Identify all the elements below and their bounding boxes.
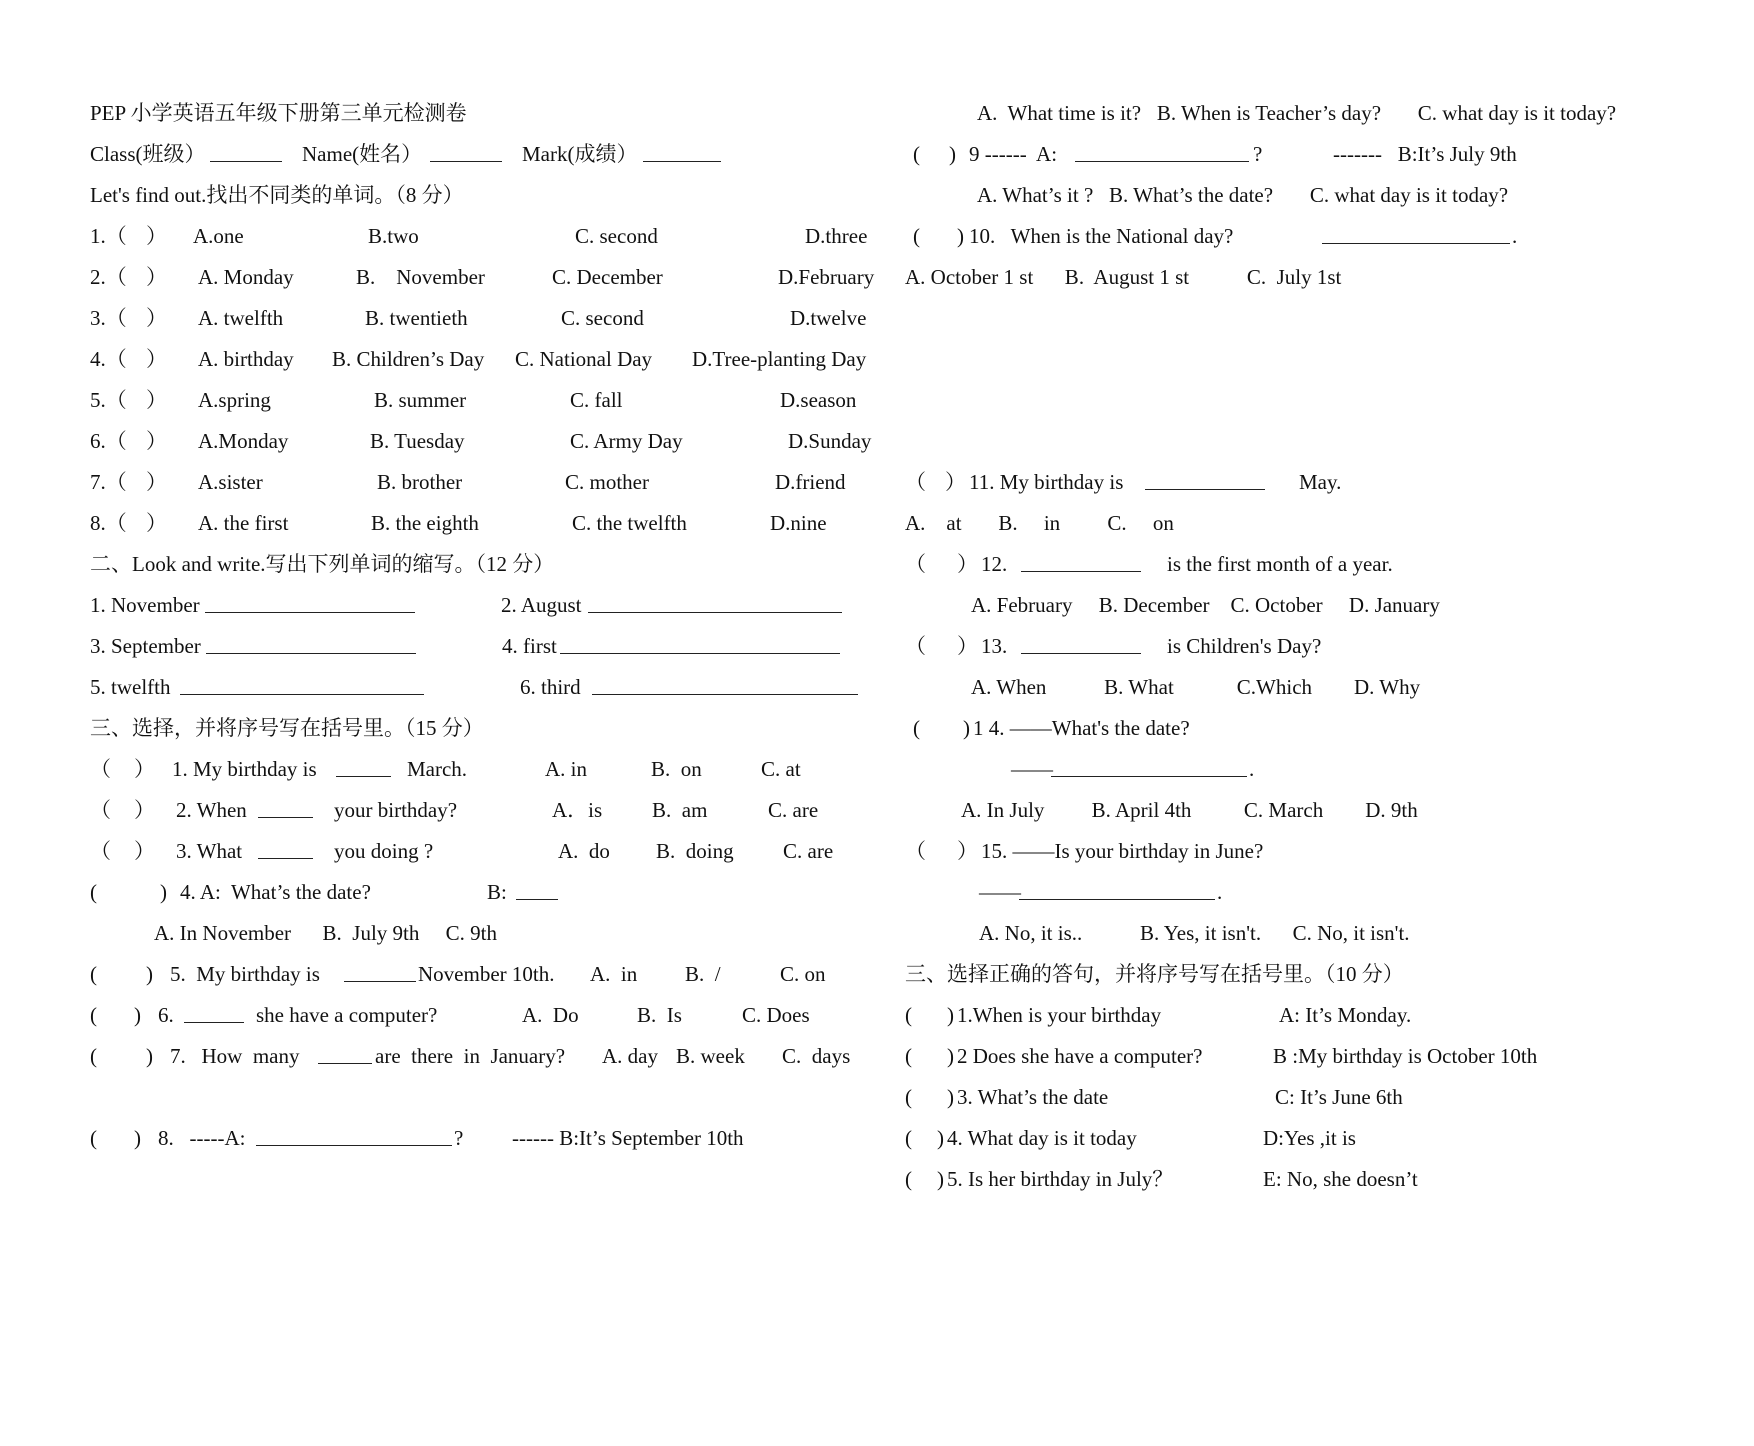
- answer-bracket[interactable]: ）: [146, 265, 167, 289]
- student-info-line: [90, 134, 890, 175]
- answer-bracket[interactable]: ): [947, 1044, 954, 1068]
- question-10: ( ) 10. When is the National day? .: [905, 216, 1745, 257]
- answer-bracket[interactable]: ): [957, 224, 964, 248]
- s4-row-4: ( ) 4. What day is it today D:Yes ,it is: [905, 1118, 1745, 1159]
- write-blank[interactable]: [588, 585, 842, 627]
- s1-question-2: 2.（ ） A. Monday B. November C. December D.February: [90, 257, 890, 298]
- fill-blank[interactable]: [256, 1118, 452, 1160]
- answer-bracket[interactable]: ）: [146, 306, 167, 330]
- fill-blank[interactable]: [336, 749, 391, 791]
- answer-bracket[interactable]: ): [146, 1044, 153, 1068]
- fill-blank[interactable]: [1075, 134, 1249, 176]
- blank-spacer: [905, 380, 1745, 421]
- fill-blank[interactable]: [1145, 462, 1265, 504]
- s2-row-1: 1. November 2. August: [90, 585, 890, 626]
- write-blank[interactable]: [205, 585, 415, 627]
- question-13: （ ） 13. is Children's Day?: [905, 626, 1745, 667]
- answer-bracket[interactable]: ）: [134, 757, 155, 781]
- question-14: ( ) 1 4. ——What's the date?: [905, 708, 1745, 749]
- answer-bracket[interactable]: ): [160, 880, 167, 904]
- left-column: [90, 93, 890, 1159]
- fill-blank[interactable]: [1019, 872, 1215, 914]
- write-blank[interactable]: [206, 626, 416, 668]
- s3-question-5: ( ) 5. My birthday is November 10th. A. in B. / C. on: [90, 954, 890, 995]
- blank-spacer: [905, 339, 1745, 380]
- q13-options: A. When B. What C.Which D. Why: [971, 675, 1421, 699]
- class-field[interactable]: [210, 134, 282, 176]
- question-11: （ ） 11. My birthday is May.: [905, 462, 1745, 503]
- answer-bracket[interactable]: ）: [146, 347, 167, 371]
- mark-field[interactable]: [643, 134, 721, 176]
- s4-row-1: ( ) 1.When is your birthday A: It’s Monday.: [905, 995, 1745, 1036]
- question-15-answer: —— .: [905, 872, 1745, 913]
- blank-spacer: [90, 1077, 890, 1118]
- blank-spacer: [905, 298, 1745, 339]
- answer-bracket[interactable]: ): [146, 962, 153, 986]
- answer-bracket[interactable]: ）: [957, 634, 978, 658]
- s1-question-6: 6.（ ） A.Monday B. Tuesday C. Army Day D.Sunday: [90, 421, 890, 462]
- answer-bracket[interactable]: ): [963, 716, 970, 740]
- fill-blank[interactable]: [344, 954, 416, 996]
- s1-question-3: 3.（ ） A. twelfth B. twentieth C. second D.twelve: [90, 298, 890, 339]
- s2-row-2: 3. September 4. first: [90, 626, 890, 667]
- fill-blank[interactable]: [184, 995, 244, 1037]
- answer-bracket[interactable]: ): [947, 1003, 954, 1027]
- answer-bracket[interactable]: ）: [134, 839, 155, 863]
- answer-bracket[interactable]: ): [134, 1126, 141, 1150]
- fill-blank[interactable]: [516, 872, 558, 914]
- answer-bracket[interactable]: ): [949, 142, 956, 166]
- name-field[interactable]: [430, 134, 502, 176]
- section2-heading: 二、Look and write.写出下列单词的缩写。（12 分）: [90, 552, 555, 576]
- s3-question-4-options: A. In November B. July 9th C. 9th: [154, 921, 497, 945]
- fill-blank[interactable]: [258, 831, 313, 873]
- section1-heading: Let's find out.找出不同类的单词。（8 分）: [90, 183, 464, 207]
- answer-bracket[interactable]: ）: [146, 470, 167, 494]
- q8-options: A. What time is it? B. When is Teacher’s day? C. what day is it today?: [977, 101, 1617, 125]
- s3-question-3: （ ） 3. What you doing ? A. do B. doing C. are: [90, 831, 890, 872]
- s3-question-4: ( ) 4. A: What’s the date? B:: [90, 872, 890, 913]
- question-12: （ ） 12. is the first month of a year.: [905, 544, 1745, 585]
- right-column: [905, 93, 1745, 1200]
- s2-row-3: 5. twelfth 6. third: [90, 667, 890, 708]
- answer-bracket[interactable]: ): [937, 1126, 944, 1150]
- question-14-answer: —— .: [905, 749, 1745, 790]
- s3-question-8: ( ) 8. -----A: ? ------ B:It’s September 10th: [90, 1118, 890, 1159]
- q9-options: A. What’s it ? B. What’s the date? C. what day is it today?: [977, 183, 1509, 207]
- write-blank[interactable]: [180, 667, 424, 709]
- s1-question-4: 4.（ ） A. birthday B. Children’s Day C. National Day D.Tree-planting Day: [90, 339, 890, 380]
- answer-bracket[interactable]: ): [134, 1003, 141, 1027]
- section3-heading: 三、选择，并将序号写在括号里。（15 分）: [90, 716, 484, 740]
- s1-question-5: 5.（ ） A.spring B. summer C. fall D.season: [90, 380, 890, 421]
- q10-options: A. October 1 st B. August 1 st C. July 1st: [905, 265, 1342, 289]
- answer-bracket[interactable]: ）: [146, 224, 167, 248]
- answer-bracket[interactable]: ）: [134, 798, 155, 822]
- s4-row-5: ( ) 5. Is her birthday in July？ E: No, she doesn’t: [905, 1159, 1745, 1200]
- fill-blank[interactable]: [1021, 544, 1141, 586]
- answer-bracket[interactable]: ）: [957, 552, 978, 576]
- answer-bracket[interactable]: ）: [146, 388, 167, 412]
- write-blank[interactable]: [592, 667, 858, 709]
- s4-row-2: ( ) 2 Does she have a computer? B :My birthday is October 10th: [905, 1036, 1745, 1077]
- write-blank[interactable]: [560, 626, 840, 668]
- s4-row-3: ( ) 3. What’s the date C: It’s June 6th: [905, 1077, 1745, 1118]
- q11-options: A. at B. in C. on: [905, 511, 1174, 535]
- s3-question-7: ( ) 7. How many are there in January? A. day B. week C. days: [90, 1036, 890, 1077]
- answer-bracket[interactable]: ）: [146, 429, 167, 453]
- s1-question-1: 1.（ ） A.one B.two C. second D.three: [90, 216, 890, 257]
- answer-bracket[interactable]: ): [937, 1167, 944, 1191]
- s3-question-2: （ ） 2. When your birthday? A．is B. am C. are: [90, 790, 890, 831]
- fill-blank[interactable]: [1322, 216, 1510, 258]
- s1-question-7: 7.（ ） A.sister B. brother C. mother D.friend: [90, 462, 890, 503]
- fill-blank[interactable]: [258, 790, 313, 832]
- mark-label: Mark(成绩）: [522, 142, 638, 166]
- s3-question-1: （ ） 1. My birthday is March. A. in B. on C. at: [90, 749, 890, 790]
- answer-bracket[interactable]: ）: [945, 470, 966, 494]
- question-15: （ ） 15. ——Is your birthday in June?: [905, 831, 1745, 872]
- q15-options: A. No, it is.. B. Yes, it isn't. C. No, it isn't.: [979, 921, 1410, 945]
- section4-heading: 三、选择正确的答句，并将序号写在括号里。（10 分）: [905, 962, 1404, 986]
- answer-bracket[interactable]: ): [947, 1085, 954, 1109]
- q14-options: A. In July B. April 4th C. March D. 9th: [961, 798, 1418, 822]
- blank-spacer: [905, 421, 1745, 462]
- answer-bracket[interactable]: ）: [146, 511, 167, 535]
- name-label: Name(姓名）: [302, 142, 423, 166]
- class-label: Class(班级）: [90, 142, 206, 166]
- q12-options: A. February B. December C. October D. January: [971, 593, 1440, 617]
- answer-bracket[interactable]: ）: [957, 839, 978, 863]
- s1-question-8: 8.（ ） A. the first B. the eighth C. the twelfth D.nine: [90, 503, 890, 544]
- fill-blank[interactable]: [318, 1036, 372, 1078]
- worksheet-title: PEP 小学英语五年级下册第三单元检测卷: [90, 101, 467, 125]
- s3-question-6: ( ) 6. she have a computer? A. Do B. Is C. Does: [90, 995, 890, 1036]
- fill-blank[interactable]: [1051, 749, 1247, 791]
- fill-blank[interactable]: [1021, 626, 1141, 668]
- question-9: ( ) 9 ------ A: ? ------- B:It’s July 9th: [905, 134, 1745, 175]
